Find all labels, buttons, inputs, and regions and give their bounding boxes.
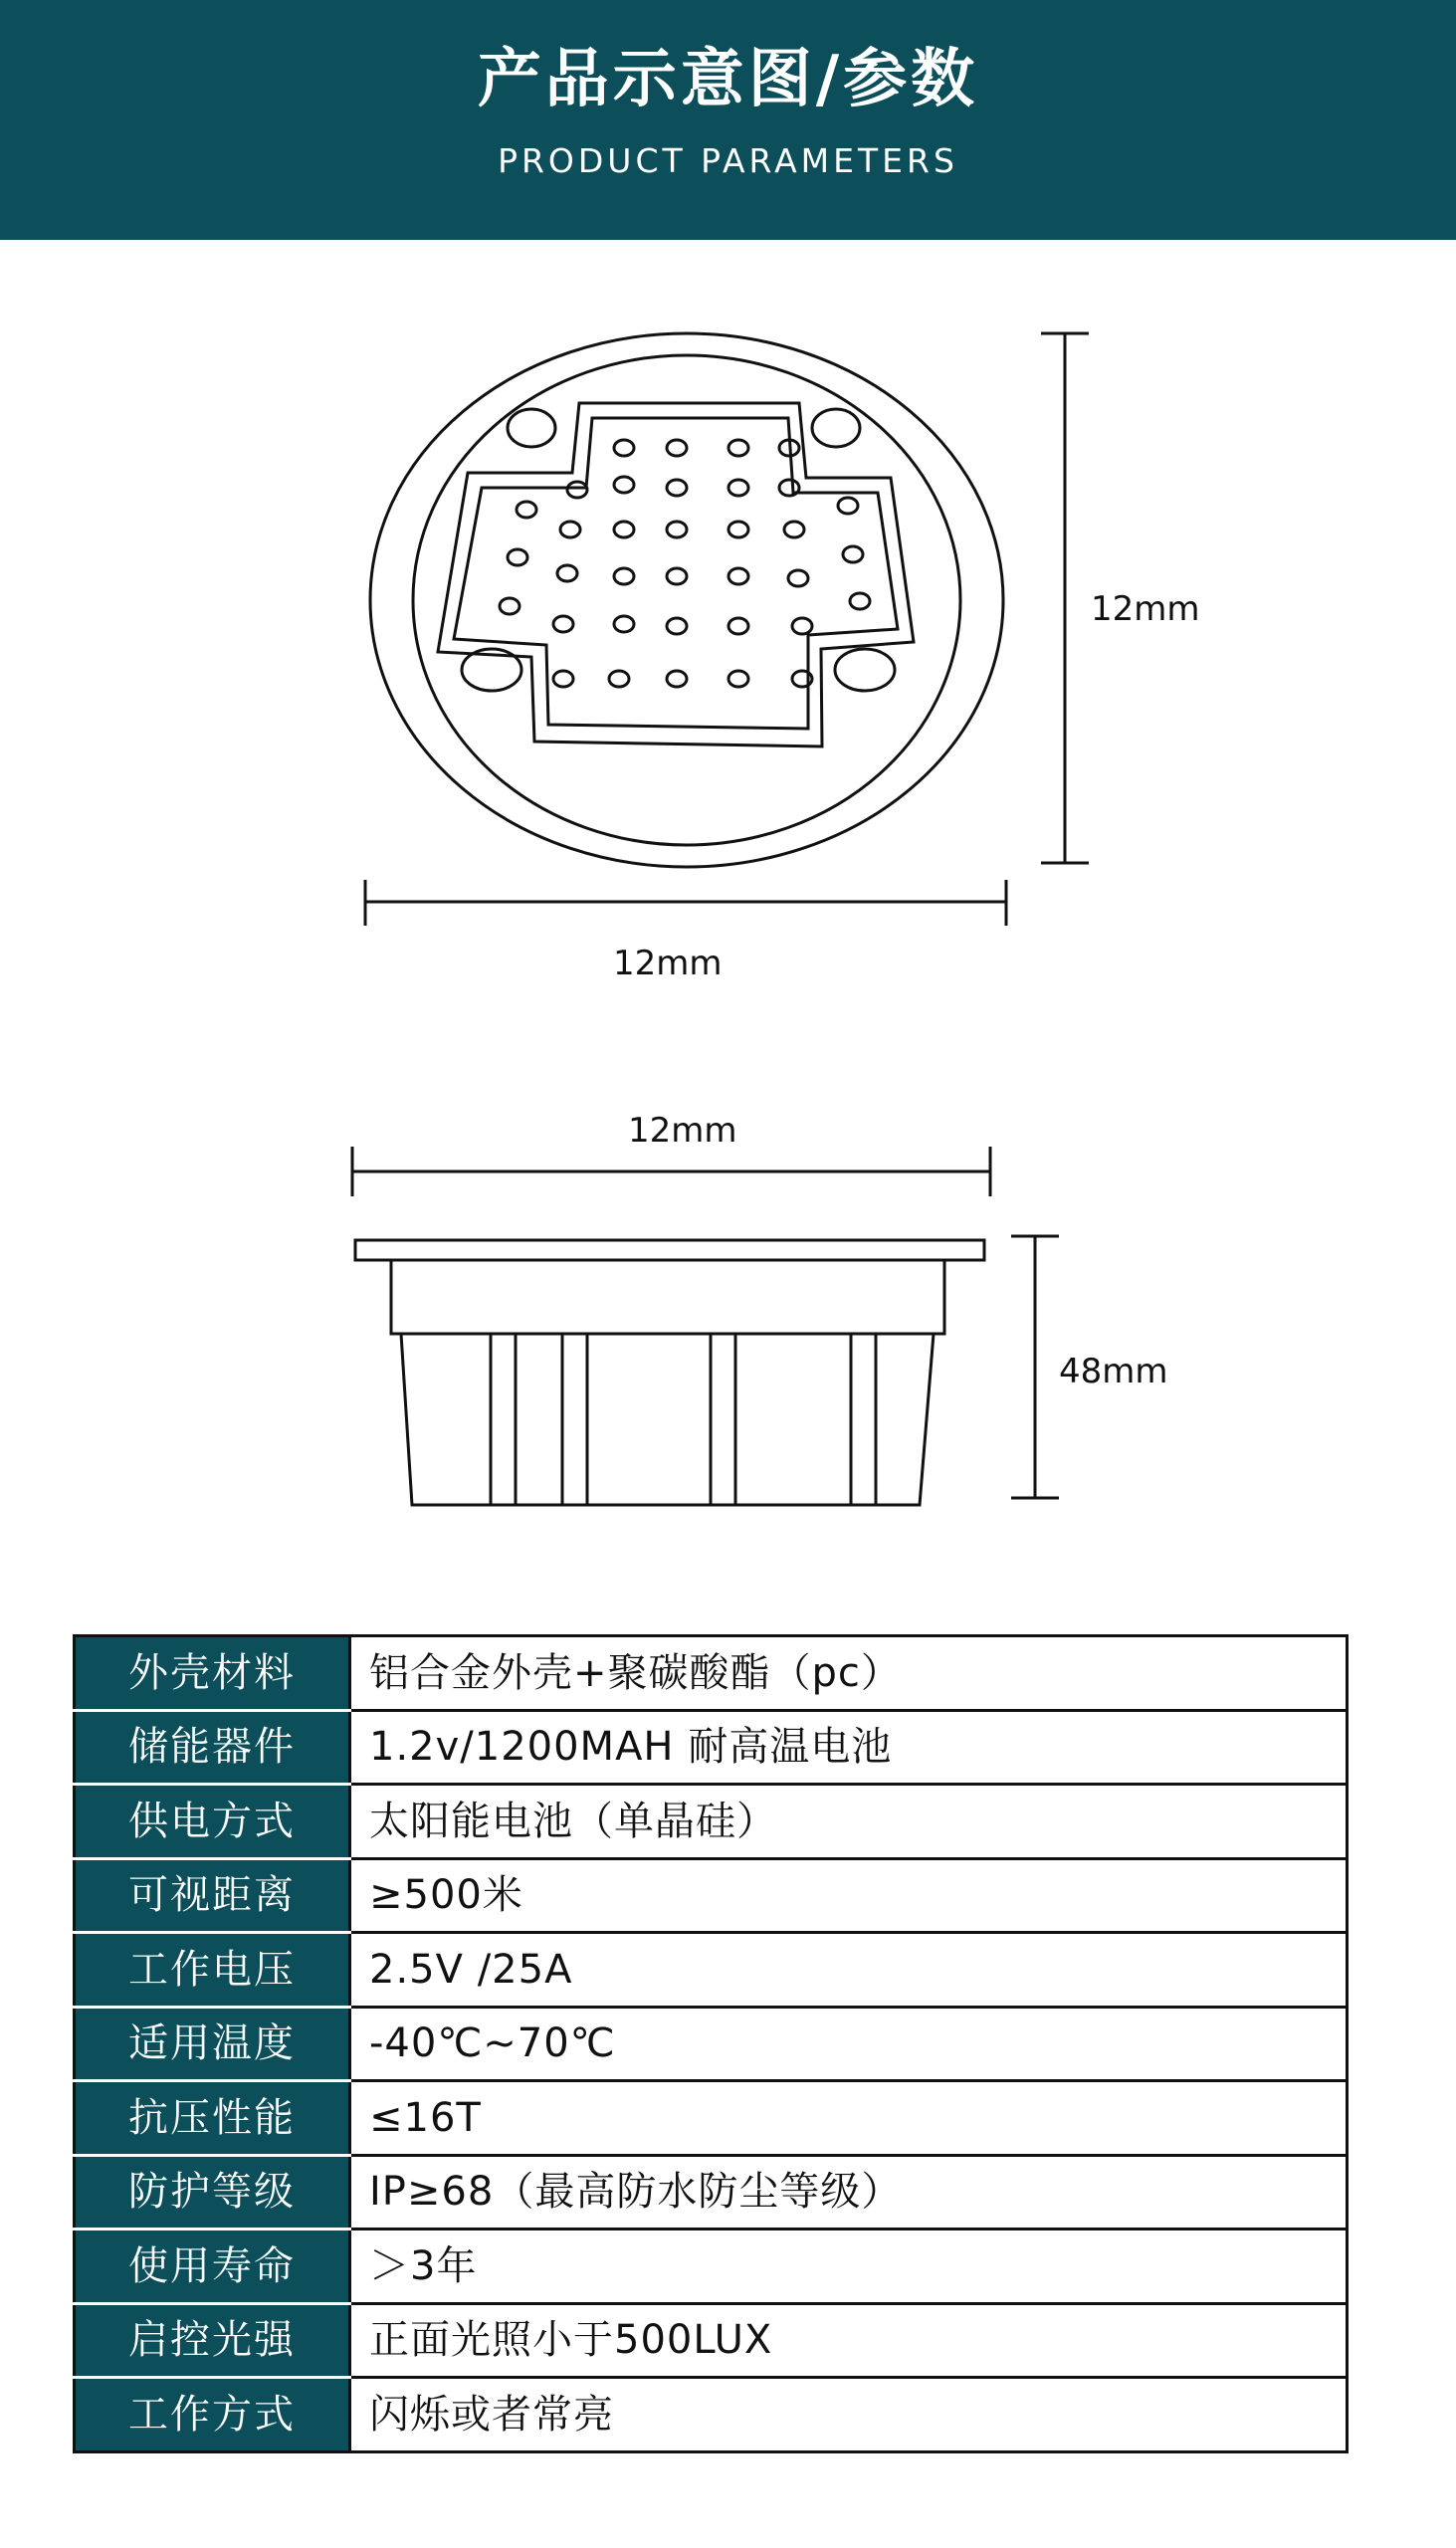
spec-value: IP≥68（最高防水防尘等级） bbox=[350, 2155, 1348, 2230]
spec-value: ≥500米 bbox=[350, 1858, 1348, 1933]
spec-label: 工作电压 bbox=[75, 1933, 350, 2008]
spec-table bbox=[73, 1634, 1349, 2453]
lower-body bbox=[401, 1334, 934, 1505]
table-row bbox=[75, 1933, 1348, 2008]
spec-label: 外壳材料 bbox=[75, 1636, 350, 1711]
page-title: 产品示意图/参数 bbox=[477, 43, 979, 116]
top-view-width-dimension bbox=[365, 880, 1006, 926]
spec-label: 可视距离 bbox=[75, 1858, 350, 1933]
spec-label: 工作方式 bbox=[75, 2378, 350, 2452]
flange bbox=[355, 1240, 984, 1260]
spec-label: 抗压性能 bbox=[75, 2081, 350, 2156]
top-view-height-label: 12mm bbox=[1091, 589, 1200, 629]
spec-value: 铝合金外壳+聚碳酸酯（pc） bbox=[350, 1636, 1348, 1711]
body-ribs bbox=[491, 1334, 876, 1505]
mount-hole-top-right bbox=[812, 409, 860, 447]
spec-value: 2.5V /25A bbox=[350, 1933, 1348, 2008]
side-view-height-dimension bbox=[1011, 1236, 1059, 1498]
side-view-height-label: 48mm bbox=[1059, 1352, 1168, 1391]
side-view-width-dimension bbox=[352, 1147, 990, 1196]
spec-value: 正面光照小于500LUX bbox=[350, 2303, 1348, 2378]
spec-label: 防护等级 bbox=[75, 2155, 350, 2230]
top-view-width-label: 12mm bbox=[613, 944, 723, 983]
top-view-drawing bbox=[365, 333, 1089, 926]
table-row bbox=[75, 1710, 1348, 1785]
table-row bbox=[75, 1785, 1348, 1859]
top-view-height-dimension bbox=[1041, 333, 1089, 863]
spec-value: 太阳能电池（单晶硅） bbox=[350, 1785, 1348, 1859]
spec-label: 适用温度 bbox=[75, 2007, 350, 2081]
table-row bbox=[75, 2378, 1348, 2452]
spec-value: -40℃~70℃ bbox=[350, 2007, 1348, 2081]
spec-label: 储能器件 bbox=[75, 1710, 350, 1785]
table-row bbox=[75, 1858, 1348, 1933]
upper-body bbox=[391, 1260, 944, 1334]
inner-ring bbox=[413, 355, 960, 845]
table-row bbox=[75, 1636, 1348, 1711]
mount-hole-bottom-right bbox=[835, 649, 895, 691]
page-subtitle: PRODUCT PARAMETERS bbox=[498, 141, 958, 180]
lens-outline-inner bbox=[454, 418, 898, 729]
mount-hole-top-left bbox=[508, 409, 555, 447]
table-row bbox=[75, 2081, 1348, 2156]
spec-value: 1.2v/1200MAH 耐高温电池 bbox=[350, 1710, 1348, 1785]
table-row bbox=[75, 2155, 1348, 2230]
side-view-drawing bbox=[352, 1147, 1059, 1505]
side-view-width-label: 12mm bbox=[628, 1111, 737, 1151]
spec-label: 使用寿命 bbox=[75, 2230, 350, 2304]
spec-value: ≤16T bbox=[350, 2081, 1348, 2156]
table-row bbox=[75, 2303, 1348, 2378]
spec-label: 启控光强 bbox=[75, 2303, 350, 2378]
spec-value: 闪烁或者常亮 bbox=[350, 2378, 1348, 2452]
table-row bbox=[75, 2230, 1348, 2304]
spec-label: 供电方式 bbox=[75, 1785, 350, 1859]
spec-value: ＞3年 bbox=[350, 2230, 1348, 2304]
table-row bbox=[75, 2007, 1348, 2081]
